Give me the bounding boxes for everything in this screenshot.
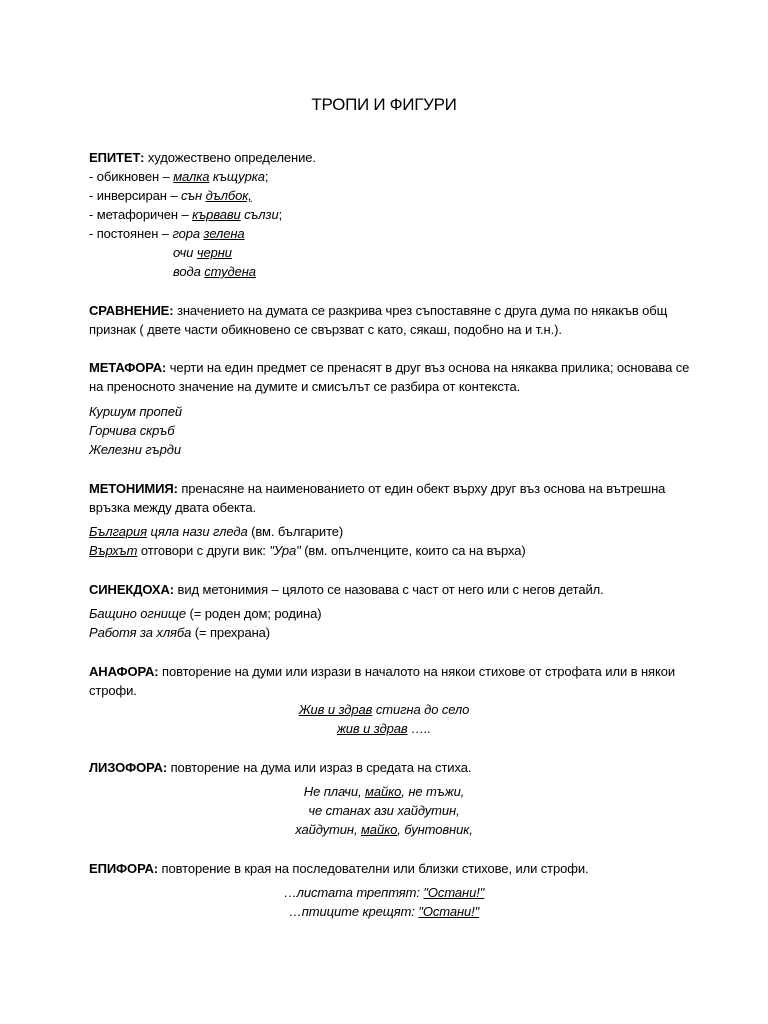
epithet-constant: - постоянен – гора зелена — [89, 226, 245, 241]
epithet-constant-example-2: очи черни — [173, 245, 232, 260]
synecdoche-example-1: Бащино огнище (= роден дом; родина) — [89, 606, 322, 621]
epithet-inverted: - инверсиран – сън дълбок, — [89, 188, 252, 203]
page-title: ТРОПИ И ФИГУРИ — [311, 95, 457, 114]
simile-definition-line-1: СРАВНЕНИЕ: значението на думата се разкрива чрез съпоставяне с друга дума по някакъв общ — [89, 303, 668, 318]
epiphora-verse-2: …птиците крещят: "Остани!" — [288, 904, 480, 919]
metonymy-example-1: България цяла нази гледа (вм. българите) — [89, 524, 344, 539]
simile-definition-line-2: признак ( двете части обикновено се свързват с като, сякаш, подобно на и т.н.). — [89, 322, 562, 337]
anaphora-definition-line-1: АНАФОРА: повторение на думи или изрази в началото на някои стихове от строфата или в някои — [89, 664, 675, 679]
synecdoche-example-2: Работя за хляба (= прехрана) — [89, 625, 271, 640]
anaphora-verse-1: Жив и здрав стигна до село — [298, 702, 470, 717]
lysophora-verse-3: хайдутин, майко, бунтовник, — [295, 822, 473, 837]
metaphor-example-2: Горчива скръб — [89, 423, 175, 438]
epithet-definition: ЕПИТЕТ: художествено определение. — [89, 150, 316, 165]
metaphor-definition-line-2: на преносното значение на думите и смисълът се разбира от контекста. — [89, 379, 521, 394]
lysophora-term: ЛИЗОФОРА: — [89, 760, 168, 775]
metonymy-term: МЕТОНИМИЯ: — [89, 481, 178, 496]
epiphora-definition: ЕПИФОРА: повторение в края на последователни или близки стихове, или строфи. — [89, 861, 589, 876]
epithet-ordinary: - обикновен – малка къщурка; — [89, 169, 269, 184]
metonymy-definition-line-1: МЕТОНИМИЯ: пренасяне на наименованието от един обект върху друг въз основа на вътрешна — [89, 481, 666, 496]
epiphora-verse-1: …листата трептят: "Остани!" — [283, 885, 485, 900]
metaphor-term: МЕТАФОРА: — [89, 360, 167, 375]
metaphor-example-1: Куршум пропей — [89, 404, 182, 419]
anaphora-verse-2: жив и здрав ….. — [336, 721, 432, 736]
lysophora-verse-2: че станах ази хайдутин, — [308, 803, 460, 818]
lysophora-verse-1: Не плачи, майко, не тъжи, — [303, 784, 465, 799]
simile-term: СРАВНЕНИЕ: — [89, 303, 174, 318]
metaphor-definition-line-1: МЕТАФОРА: черти на един предмет се пренасят в друг въз основа на някаква прилика; основава се — [89, 360, 690, 375]
metonymy-definition-line-2: връзка между двата обекта. — [89, 500, 257, 515]
epithet-constant-example-3: вода студена — [173, 264, 256, 279]
anaphora-definition-line-2: строфи. — [89, 683, 137, 698]
epiphora-term: ЕПИФОРА: — [89, 861, 159, 876]
metonymy-example-2: Върхът отговори с други вик: "Ура" (вм. опълченците, които са на върха) — [89, 543, 526, 558]
synecdoche-definition: СИНЕКДОХА: вид метонимия – цялото се назовава с част от него или с негов детайл. — [89, 582, 604, 597]
lysophora-definition: ЛИЗОФОРА: повторение на дума или израз в средата на стиха. — [89, 760, 472, 775]
epithet-metaphoric: - метафоричен – кървави сълзи; — [89, 207, 283, 222]
metaphor-example-3: Железни гърди — [89, 442, 182, 457]
anaphora-term: АНАФОРА: — [89, 664, 159, 679]
synecdoche-term: СИНЕКДОХА: — [89, 582, 174, 597]
epithet-term: ЕПИТЕТ: — [89, 150, 145, 165]
